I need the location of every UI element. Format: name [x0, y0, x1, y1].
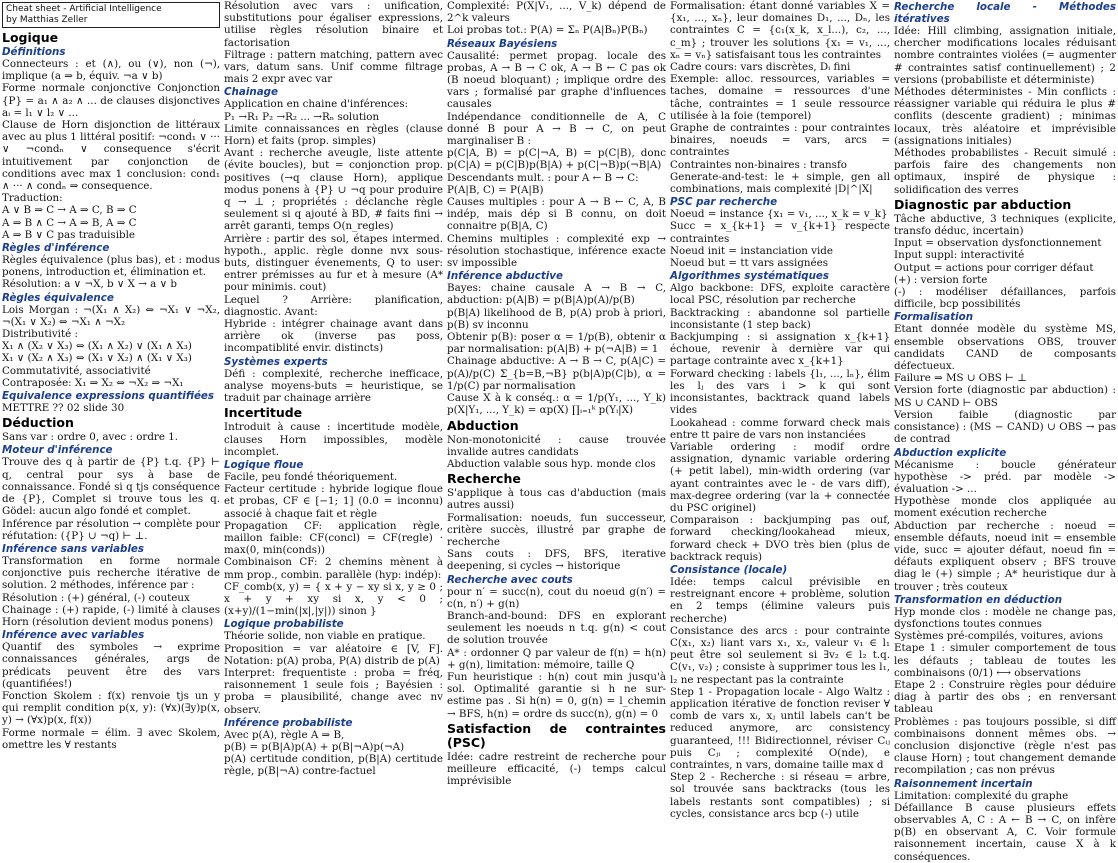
paragraph: Exemple: alloc. ressources, variables = taches, domaine = ressources d'une tâche, contraintes = 1 seule ressource utilisée à la foie (temporel) [670, 73, 890, 122]
subsection-title: Inférence avec variables [2, 629, 145, 642]
paragraph: P(A|B, C) = P(A|B) [447, 183, 544, 196]
paragraph: Avec p(A), règle A ⇒ B, [224, 728, 345, 741]
paragraph: Cause X à k conséq.: α = 1/p(Y₁, ..., Y_k) p(X|Y₁, ..., Y_k) = αp(X) ∏ᵢ₌₁ᵏ p(Yᵢ|X) [447, 392, 666, 417]
paragraph: X₁ ∧ (X₂ ∨ X₃) ⇔ (X₁ ∧ X₂) ∨ (X₁ ∧ X₃) [2, 340, 192, 353]
paragraph: Distributivité : [2, 328, 78, 341]
paragraph: Introduit à cause : incertitude modèle, clauses Horn impossibles, modèle incomplet. [224, 421, 443, 458]
paragraph: Tâche abductive, 3 techniques (explicite, transfo déduc, incertain) [894, 212, 1116, 238]
subsection-title: Algorithmes systématiques [670, 270, 830, 283]
paragraph: Noeud but = tt vars assignées [670, 257, 829, 270]
paragraph: P₁ →R₁ P₂ →R₂ ... →Rₙ solution [224, 110, 380, 123]
section-title: Recherche [447, 471, 521, 487]
paragraph: Idée: cadre restreint de recherche pour meilleure efficacité, (-) temps calcul imprévisible [447, 750, 666, 788]
paragraph: Combinaison CF: 2 chemins mènent à mm prop., combin. parallèle (hyp: indép): [224, 556, 443, 581]
paragraph: Noeud init = instanciation vide [670, 244, 833, 257]
paragraph: pour n′ = succ(n), cout du noeud g(n′) = c(n, n′) + g(n) [447, 585, 666, 610]
sheet-title: Cheat sheet - Artificial Intelligence [6, 4, 162, 14]
section-title: Satisfaction de contraintes (PSC) [447, 720, 666, 750]
paragraph: Sans couts : DFS, BFS, iterative deepening, si cycles → historique [447, 548, 666, 573]
paragraph: Systèmes pré-compilés, voitures, avions [894, 630, 1104, 643]
paragraph: Arrière : partir des sol, étapes intermed. hypoth., applic. règle donne nvx sous-buts, distinguer évenements, Q to user: entrer prémisses au fur et à mesure (A* pour minimis. cout) [224, 232, 443, 294]
subsection-title: Chainage [224, 86, 278, 99]
paragraph: Théorie solide, non viable en pratique. [224, 630, 426, 643]
column-4 [668, 0, 892, 820]
paragraph: Loi probas tot.: P(A) = Σₙ P(A|Bₙ)P(Bₙ) [447, 24, 648, 37]
paragraph: Cadre cours: vars discrètes, Dᵢ fini [670, 61, 851, 74]
paragraph: Causes multiples : pour A → B ← C, A, B indép, mais dép si B connu, on doit connaitre p(B|A, C) [447, 196, 666, 233]
paragraph: Backtracking : abandonne sol partielle inconsistante (1 step back) [670, 306, 890, 331]
paragraph: Complexité: P(X|V₁, ..., V_k) dépend de 2^k valeurs [447, 0, 666, 25]
paragraph: Etape 2 : Construire règles pour déduire diag à partir des obs ; en renversant tableau [894, 678, 1116, 716]
paragraph: Lois Morgan : ¬(X₁ ∧ X₂) ⇔ ¬X₁ ∨ ¬X₂, ¬(X₁ ∨ X₂) ⇔ ¬X₁ ∧ ¬X₂ [2, 303, 220, 328]
paragraph: Contraintes non-binaires : transfo [670, 158, 847, 171]
subsection-title: Formalisation [894, 311, 974, 324]
paragraph: Noeud = instance {x₁ = v₁, ..., x_k = v_k} [670, 208, 888, 221]
paragraph: Connecteurs : et (∧), ou (∨), non (¬), implique (a ⇒ b, équiv. ¬a ∨ b) [2, 58, 220, 83]
subsection-title: Abduction explicite [894, 446, 1007, 459]
paragraph: Avant : recherche aveugle, liste attente (évite boucles), but = conjonction prop. positives (→q clause Horn), applique modus ponens à {P} ∪ ¬q pour produire q → ⊥ ; propriétés : déclanche règle seulement si q ajouté à BD, # faits fini → arrêt garanti, temps O(n_regles) [224, 147, 443, 233]
paragraph: Résolution: a ∨ ¬X, b ∨ X → a ∨ b [2, 278, 177, 291]
paragraph: Causalité: permet propag. locale des probas, A → B → C ok, A → B ← C pas ok (B noeud bloquant) ; implique ordre des vars ; formalisé par graphe d'influences causales [447, 49, 666, 111]
paragraph: Output = actions pour corriger défaut [894, 261, 1094, 274]
paragraph: Formalisation: étant donné variables X = {x₁, ..., xₙ}, leur domaines D₁, ..., Dₙ, les contraintes C = {c₁(x_k, x_l...), c₂, ..., c_m} ; trouver les solutions {x₁ = v₁, ..., xₙ = vₙ} satisfaisant tous les contraintes [670, 0, 890, 61]
paragraph: Limite connaissances en règles (clause Horn) et faits (prop. simples) [224, 122, 443, 148]
paragraph: Fonction Skolem : f(x) renvoie tjs un y qui remplit condition p(x, y): (∀x)(∃y)p(x, y) → (∀x)p(x, f(x)) [2, 689, 220, 727]
paragraph: Forme normale conjonctive Conjonction {P} = a₁ ∧ a₂ ∧ ... de clauses disjonctives aᵢ = l₁ ∨ l₂ ∨ ... [2, 82, 220, 119]
paragraph: Formalisation: noeuds, fun successeur, critère succès, illustré par graphe de recherche [447, 511, 666, 548]
paragraph: CF_comb(x, y) = { x + y − xy si x, y ≥ 0 ; x + y + xy si x, y < 0 ; (x+y)/(1−min(|x|,|y|)) sinon } [224, 580, 443, 618]
paragraph: Quantif des symboles → exprime connaissances générales, args de prédicats peuvent être des vars (quantifiées!) [2, 641, 220, 690]
paragraph: Step 2 - Recherche : si réseau = arbre, sol trouvée sans backtracks (tous les labels restants sont compatibles) ; si cycles, consistance arcs bcp (-) utile [670, 771, 890, 820]
sheet-header [2, 2, 220, 28]
paragraph: Hybride : intégrer chainage avant dans arrière ok (inverse pas poss, incompatiblité envir. distincts) [224, 318, 443, 355]
subsection-title: Recherche avec couts [447, 573, 573, 586]
paragraph: Hyp monde clos : modèle ne change pas, dysfonctions toutes connues [894, 605, 1116, 630]
column-2 [222, 0, 445, 792]
subsection-title: Moteur d'inférence [2, 444, 113, 457]
paragraph: Filtrage : pattern matching, pattern avec vars, datum sans. Unif comme filtrage mais 2 expr avec var [224, 48, 443, 86]
paragraph: Chainage abductive: A → B → C, p(A|C) = p(A)/p(C) Σ_{b=B,¬B} p(b|A)p(C|b), α = 1/p(C) par normalisation [447, 355, 666, 392]
paragraph: Abduction valable sous hyp. monde clos [447, 457, 656, 470]
paragraph: Règles équivalence (plus bas), et : modus ponens, introduction et, élimination et. [2, 254, 220, 279]
paragraph: Input = observation dysfonctionnement [894, 237, 1102, 250]
paragraph: Méthodes probabilistes - Recuit simulé : parfois faire des changements non optimaux, inspiré de physique : solidification des verres [894, 147, 1116, 196]
paragraph: Etant donnée modèle du système MS, ensemble observations OBS, trouver candidats CAND de composants défectueux. [894, 323, 1116, 373]
paragraph: Contraposée: X₁ ⇒ X₂ ⇔ ¬X₂ ⇒ ¬X₁ [2, 376, 184, 389]
section-title: Diagnostic par abduction [894, 196, 1072, 212]
paragraph: Failure ⇒ MS ∪ OBS ⊢ ⊥ [894, 372, 1027, 385]
paragraph: Hypothèse monde clos appliquée au moment exécution recherche [894, 495, 1116, 520]
paragraph: Version forte (diagnostic par abduction) : MS ∪ CAND ⊢ OBS [894, 384, 1116, 409]
paragraph: Algo backbone: DFS, exploite caractère local PSC, résolution par recherche [670, 282, 890, 307]
paragraph: Variable ordering : modif ordre assignation, dynamic variable ordering (+ petit label), min-width ordering (var ayant contraintes avec le - de vars diff), max-degree ordering (var la + connectée du PSC originel) [670, 440, 890, 514]
subsection-title: Inférence abductive [447, 270, 563, 283]
paragraph: Facile, peu fondé théoriquement. [224, 470, 398, 483]
paragraph: Traduction: [2, 192, 63, 205]
paragraph: p(C|A, B) = p(C|¬A, B) = p(C|B), donc p(C|A) = p(C|B)p(B|A) + p(C|¬B)p(¬B|A) [447, 147, 666, 172]
section-title: Logique [2, 30, 59, 45]
paragraph: Méthodes déterministes - Min conflicts : réassigner variable qui réduira le plus # conflits (descente gradient) ; minimas locaux, très aléatoire et imprévisible (assignations initiales) [894, 86, 1116, 147]
subsection-title: Logique probabiliste [224, 618, 344, 631]
paragraph: Abduction par recherche : noeud = ensemble défauts, noeud init = ensemble vide, succ = ajouter défaut, noeud fin = défauts expliquent observ ; BFS trouve diag le (+) simple ; A* heuristique dur à trouver ; très couteux [894, 519, 1116, 593]
subsection-title: Equivalence expressions quantifiées [2, 390, 215, 403]
paragraph: Facteur certitude : hybride logique floue et probas, CF ∈ [−1; 1] (0.0 = inconnu) associé à chaque fait et règle [224, 483, 443, 520]
paragraph: Commutativité, associativité [2, 364, 151, 377]
subsection-title: Règles d'inférence [2, 242, 110, 255]
paragraph: METTRE ?? 02 slide 30 [2, 402, 125, 415]
subsection-title: Transformation en déduction [894, 593, 1063, 606]
paragraph: Lookahead : comme forward check mais entre tt paire de vars non instanciées [670, 416, 890, 441]
paragraph: Mécanisme : boucle générateur hypothèse -> préd. par modèle -> évaluation -> ... [894, 458, 1116, 495]
paragraph: (-) : modéliser défaillances, parfois difficile, bcp possibilités [894, 286, 1116, 311]
paragraph: Indépendance conditionnelle de A, C donné B pour A → B → C, on peut marginaliser B : [447, 110, 666, 148]
paragraph: Chemins multiples : complexité exp → résolution stochastique, inférence exacte sv impossible [447, 232, 666, 270]
subsection-title: PSC par recherche [670, 196, 778, 209]
paragraph: Descendants mult. : pour A ← B → C: [447, 171, 639, 184]
sheet-author: by Matthias Zeller [6, 15, 88, 25]
paragraph: Graphe de contraintes : pour contraintes binaires, noeuds = vars, arcs = contraintes [670, 122, 890, 159]
subsection-title: Logique floue [224, 458, 304, 471]
subsection-title: Réseaux Bayésiens [447, 37, 558, 50]
column-5 [892, 0, 1118, 863]
subsection-title: Inférence sans variables [2, 542, 145, 555]
paragraph: Branch-and-bound: DFS en explorant seulement les noeuds n t.q. g(n) < cout de solution trouvée [447, 609, 666, 647]
section-title: Abduction [447, 417, 519, 433]
subsection-title: Règles équivalence [2, 291, 114, 304]
paragraph: Problèmes : pas toujours possible, si diff combinaisons donnent mêmes obs. → conclusion disjonctive (règle n'est pas clause Horn) ; tout changement demande recompilation ; cas non prévus [894, 715, 1116, 777]
paragraph: Comparaison : backjumping pas ouf, forward checking/lookahead mieux, forward check + DVO très bien (plus de backtrack requis) [670, 514, 890, 563]
paragraph: p(A) certitude condition, p(B|A) certitude règle, p(B|¬A) contre-factuel [224, 753, 443, 778]
section-title: Incertitude [224, 405, 303, 421]
paragraph: Chainage : (+) rapide, (-) limité à clauses Horn (résolution devient modus ponens) [2, 603, 220, 628]
paragraph: Etape 1 : simuler comportement de tous les défauts ; tableau de toutes les combinaisons (0/1) ⟷ observations [894, 642, 1116, 679]
paragraph: Lequel ? Arrière: planification, diagnostic. Avant: [224, 293, 443, 318]
paragraph: Interpret: frequentiste : proba = fréq, raisonnement 1 seule fois ; Bayésien : proba = plausibilité, change avec nv observ. [224, 666, 443, 716]
subsection-title: Systèmes experts [224, 355, 328, 368]
paragraph: Obtenir p(B): poser α = 1/p(B), obtenir α par normalisation: p(A|B) + p(¬A|B) = 1 [447, 331, 666, 356]
paragraph: Propagation CF: application règle, maillon faible: CF(concl) = CF(regle) · max(0, min(conds)) [224, 519, 443, 557]
paragraph: A* : ordonner Q par valeur de f(n) = h(n) + g(n), limitation: mémoire, taille Q [447, 646, 666, 671]
paragraph: Forme normale = élim. ∃ avec Skolem, omettre les ∀ restants [2, 726, 220, 751]
paragraph: Application en chaine d'inférences: [224, 98, 408, 111]
paragraph: A ⇒ B ∨ C pas traduisible [2, 228, 135, 241]
paragraph: p(B) = p(B|A)p(A) + p(B|¬A)p(¬A) [224, 740, 405, 753]
paragraph: p(B|A) likelihood de B, p(A) prob à priori, p(B) sv inconnu [447, 306, 666, 331]
subsection-title: Recherche locale - Méthodes itératives [894, 1, 1116, 25]
paragraph: X₁ ∨ (X₂ ∧ X₃) ⇔ (X₁ ∨ X₂) ∧ (X₁ ∨ X₃) [2, 352, 192, 365]
paragraph: Forward checking : labels {l₁, ..., lₙ}, élim les lⱼ des vars i > k qui sont inconsistantes, backtrack quand labels vides [670, 367, 890, 417]
paragraph: Défi : complexité, recherche inefficace, analyse moyens-buts = heuristique, se traduit par chainage arrière [224, 367, 443, 405]
paragraph: Step 1 - Propagation locale - Algo Waltz : application itérative de fonction reviser ∀ comb de vars xᵢ, xⱼ until labels can't be reduced anymore, arc consistency guaranteed, !!! Bidirectionnel, réviser Cᵢⱼ puis Cⱼᵢ ; complexité O(nde), e contraintes, n vars, domaine taille max d [670, 685, 890, 771]
paragraph: Clause de Horn disjonction de littéraux avec au plus 1 littéral positif: ¬cond₁ ∨ ··· ∨ ¬condₙ ∨ consequence s'écrit intuitivement par conjonction de conditions avec max 1 conclusion: cond₁ ∧ ··· ∧ condₙ ⇒ consequence. [2, 119, 220, 193]
paragraph: Sans var : ordre 0, avec : ordre 1. [2, 431, 179, 444]
paragraph: Transformation en forme normale conjonctive puis recherche itérative de solution. 2 méthodes, inférence par : [2, 554, 220, 592]
paragraph: Résolution avec vars : unification, substitutions pour égaliser expressions, utilise règles résolution binaire et factorisation [224, 0, 443, 49]
paragraph: Generate-and-test: le + simple, gen all combinations, mais complexité |D|^|X| [670, 170, 890, 196]
paragraph: Consistance des arcs : pour contrainte C(x₁, x₂) liant vars x₁, x₂, valeur v₁ ∈ l₁ peut être sol seulement si ∃v₂ ∈ l₂ t.q. C(v₁, v₂) ; consiste à supprimer tous les l₁, l₂ ne respectant pas la contrainte [670, 624, 890, 686]
subsection-title: Consistance (locale) [670, 563, 788, 576]
column-3 [445, 0, 668, 792]
paragraph: Fun heuristique : h(n) cout min jusqu'à sol. Optimalité garantie si h ne sur-estime pas . Si h(n) = 0, g(n) = l_chemin → BFS, h(n) = ordre ds succ(n), g(n) = 0 [447, 670, 666, 720]
paragraph: Version faible (diagnostic par consistance) : (MS − CAND) ∪ OBS → pas de contrad [894, 408, 1116, 446]
paragraph: Bayes: chaine causale A → B → C, abduction: p(A|B) = p(B|A)p(A)/p(B) [447, 282, 666, 307]
paragraph: A ∨ B ⇒ C → A ⇒ C, B ⇒ C [2, 204, 137, 217]
paragraph: (+) : version forte [894, 273, 988, 286]
subsection-title: Définitions [2, 46, 66, 58]
column-1 [0, 0, 222, 792]
subsection-title: Raisonnement incertain [894, 777, 1033, 790]
paragraph: Non-monotonicité : cause trouvée invalide autres candidats [447, 433, 666, 458]
paragraph: Idée: Hill climbing, assignation initiale, chercher modifications locales réduisant nombre contraintes violées (= augmenter # contraintes satisf continuellement) ; 2 versions (probabiliste et déterministe) [894, 25, 1116, 86]
subsection-title: Inférence probabiliste [224, 716, 353, 729]
paragraph: Input suppl: interactivité [894, 249, 1025, 262]
paragraph: Idée: temps calcul prévisible en restreignant encore + problème, solution en 2 temps (élimine valeurs puis recherche) [670, 575, 890, 625]
paragraph: A ⇒ B ∧ C → A ⇒ B, A ⇒ C [2, 216, 137, 229]
paragraph: Limitation: complexité du graphe [894, 789, 1069, 802]
paragraph: Inférence par résolution → complète pour réfutation: ({P} ∪ ¬q) ⊢ ⊥. [2, 517, 220, 542]
paragraph: Défaillance B cause plusieurs effets observables A, C : A ← B → C, on infère p(B) en observant A, C. Voir formule raisonnement incertain, cause X à k conséquences. [894, 801, 1116, 863]
section-title: Déduction [2, 415, 74, 431]
paragraph: Succ = x_{k+1} = v_{k+1} respecte contraintes [670, 220, 890, 245]
paragraph: Proposition = var aléatoire ∈ [V, F]. Notation: p(A) proba, P(A) distrib de p(A) [224, 642, 443, 667]
paragraph: Backjumping : si assignation x_{k+1} échoue, revenir à dernière var qui partage contrainte avec x_{k+1} [670, 331, 890, 368]
paragraph: S'applique à tous cas d'abduction (mais autres aussi) [447, 487, 666, 512]
paragraph: Trouve des q à partir de {P} t.q. {P} ⊢ q, central pour sys à base de connaissance. Fondé si q tjs conséquence de {P}, Complet si trouve tous les q. Gödel: aucun algo fondé et complet. [2, 456, 220, 518]
paragraph: Résolution : (+) général, (-) couteux [2, 591, 190, 604]
